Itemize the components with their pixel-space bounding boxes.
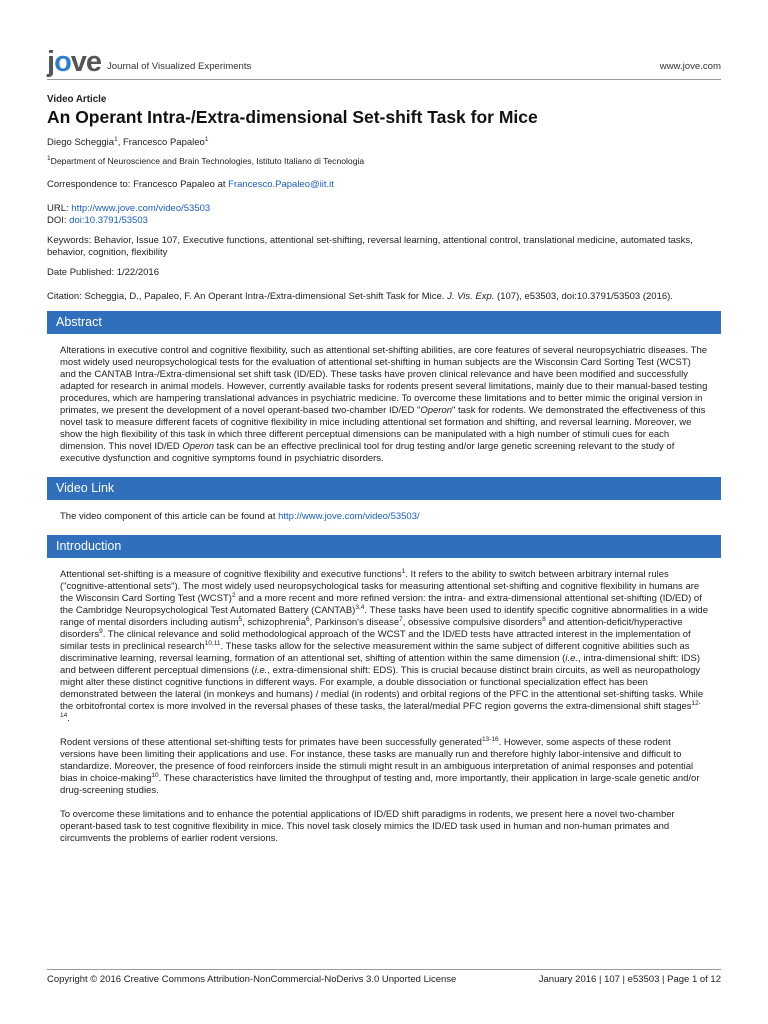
article-content	[47, 94, 721, 857]
introduction-paragraph: Attentional set-shifting is a measure of cognitive flexibility and executive functions$^1$. It refers to the ability to switch between arbitrary internal rules ("cognitive-attentional sets"). The most widely used neuropsychological tasks for measuring attentional set-shifting and cognitive flexibility in humans are the Wisconsin Card Sorting Test (WCST)$^2$ and a more recent and more refined version: the intra- and extra-dimensional attentional set-shifting (ID/ED) of the Cambridge Neuropsychological Test Automated Battery (CANTAB)$^{3,4}$. These tasks have been used to identify specific cognitive abnormalities in a wide range of mental disorders including autism$^5$, schizophrenia$^6$, Parkinson's disease$^7$, obsessive compulsive disorders$^8$ and attention-deficit/hyperactive disorders$^9$. The clinical relevance and solid methodological approach of the WCST and the ID/ED tests have attracted interest in the implementation of similar tests in preclinical research$^{10,11}$. These tasks allow for the selective measurement within the same subject of different cognitive abilities such as discriminative learning, reversal learning, formation of an attentional set, shifting of attention within the same dimension (i.e., intra-dimensional shift: IDS) and between different perceptual dimensions (i.e., extra-dimensional shift: EDS). This is crucial because distinct brain circuits, as well as neuropathology might alter these distinct cognitive functions in different ways. For example, a double dissociation or functional specialization effect has been demonstrated between the lateral (in monkeys and humans) / medial (in rodents) and orbital regions of the PFC in the attentional set-shifting tasks. While the orbitofrontal cortex is more involved in the reversal phases of these tasks, the lateral/medial PFC region governs the extra-dimensional shift stages$^{12-14}$.	[60, 567, 708, 724]
url-doi: URL: http://www.jove.com/video/53503 DOI: doi:10.3791/53503	[47, 203, 211, 226]
authors: Diego Scheggia$^1$, Francesco Papaleo$^1$	[47, 135, 209, 148]
abstract-heading: Abstract	[47, 311, 721, 334]
keywords: Keywords: Behavior, Issue 107, Executive functions, attentional set-shifting, reversal learning, attentional control, translational medicine, automated tasks, behavior, cognition, flexibility	[47, 235, 693, 258]
correspondence: Correspondence to: Francesco Papaleo at Francesco.Papaleo@iit.it	[47, 179, 334, 190]
header-divider	[47, 79, 721, 80]
article-url-link[interactable]: http://www.jove.com/video/53503	[71, 203, 211, 214]
introduction-body	[47, 569, 721, 845]
affiliation: $^1$Department of Neuroscience and Brain Technologies, Istituto Italiano di Tecnologia	[47, 155, 365, 166]
page-header	[47, 44, 721, 78]
introduction-heading: Introduction	[47, 535, 721, 558]
video-url-link[interactable]: http://www.jove.com/video/53503/	[278, 511, 420, 522]
correspondence-email-link[interactable]: Francesco.Papaleo@iit.it	[228, 179, 334, 190]
abstract-body	[47, 345, 721, 465]
video-link-heading: Video Link	[47, 477, 721, 500]
article-type: Video Article	[47, 94, 107, 105]
citation: Citation: Scheggia, D., Papaleo, F. An Operant Intra-/Extra-dimensional Set-shift Task for Mice. J. Vis. Exp. (107), e53503, doi:10.3791/53503 (2016).	[47, 291, 673, 302]
introduction-paragraph: To overcome these limitations and to enhance the potential applications of ID/ED shift paradigms in rodents, we present here a novel two-chamber operant-based task to test cognitive flexibility in mice. This novel task closely mimics the ID/ED task used in human and non-human primates and circumvents the problems of earlier rodent versions.	[60, 809, 675, 844]
abstract-text: Alterations in executive control and cognitive flexibility, such as attentional set-shifting abilities, are core features of several neuropsychiatric diseases. The most widely used neuropsychological tests for the evaluation of attentional set-shifting in human subjects are the Wisconsin Card Sorting Test (WCST) and the CANTAB Intra-/Extra-dimensional set shift task (ID/ED). These tasks have proven clinical relevance and have been modified and successfully adapted for research in animal models. However, currently available tasks for rodents present several limitations, mainly due to their manual-based testing procedures, which are hampering translational advances in psychiatric medicine. To overcome these limitations and to better mimic the original version in primates, we present the development of a novel operant-based two-chamber ID/ED "Operon" task for rodents. We demonstrated the effectiveness of this novel task to measure different facets of cognitive flexibility in mice including attentional set formation and shifting, and reversal learning. Moreover, we show the high flexibility of this task in which three different perceptual dimensions can be manipulated with a high number of stimuli cues for each dimension. This novel ID/ED Operon task can be an effective preclinical tool for drug testing and/or large genetic screening relevant to the study of executive dysfunction and cognitive symptoms found in psychiatric disorders.	[60, 345, 708, 464]
doi-link[interactable]: doi:10.3791/53503	[69, 215, 148, 226]
footer-divider	[47, 969, 721, 970]
date-published: Date Published: 1/22/2016	[47, 267, 159, 278]
website-url[interactable]: www.jove.com	[659, 61, 721, 72]
introduction-paragraph: Rodent versions of these attentional set-shifting tests for primates have been successfully generated$^{13-16}$. However, some aspects of these rodent versions have been limiting their applications and use. For instance, these tasks are manually run and therefore highly labor-intensive and difficult to standardize. Moreover, the presence of food reinforcers inside the stimuli might result in an ambiguous interpretation of animal responses and potential bias in choice-making$^{10}$. These characteristics have limited the throughput of testing and, more importantly, their application in large-scale genetic and/or drug-screening studies.	[60, 735, 700, 796]
journal-name: Journal of Visualized Experiments	[107, 61, 252, 72]
footer-page-info: January 2016 | 107 | e53503 | Page 1 of 12	[538, 974, 721, 985]
video-link-body	[47, 511, 721, 523]
footer-copyright: Copyright © 2016 Creative Commons Attribution-NonCommercial-NoDerivs 3.0 Unported License	[47, 974, 457, 985]
article-meta	[47, 137, 721, 303]
article-title: An Operant Intra-/Extra-dimensional Set-shift Task for Mice	[47, 107, 538, 127]
video-link-text: The video component of this article can be found at http://www.jove.com/video/53503/	[60, 511, 420, 522]
jove-logo[interactable]: jove	[47, 46, 102, 78]
